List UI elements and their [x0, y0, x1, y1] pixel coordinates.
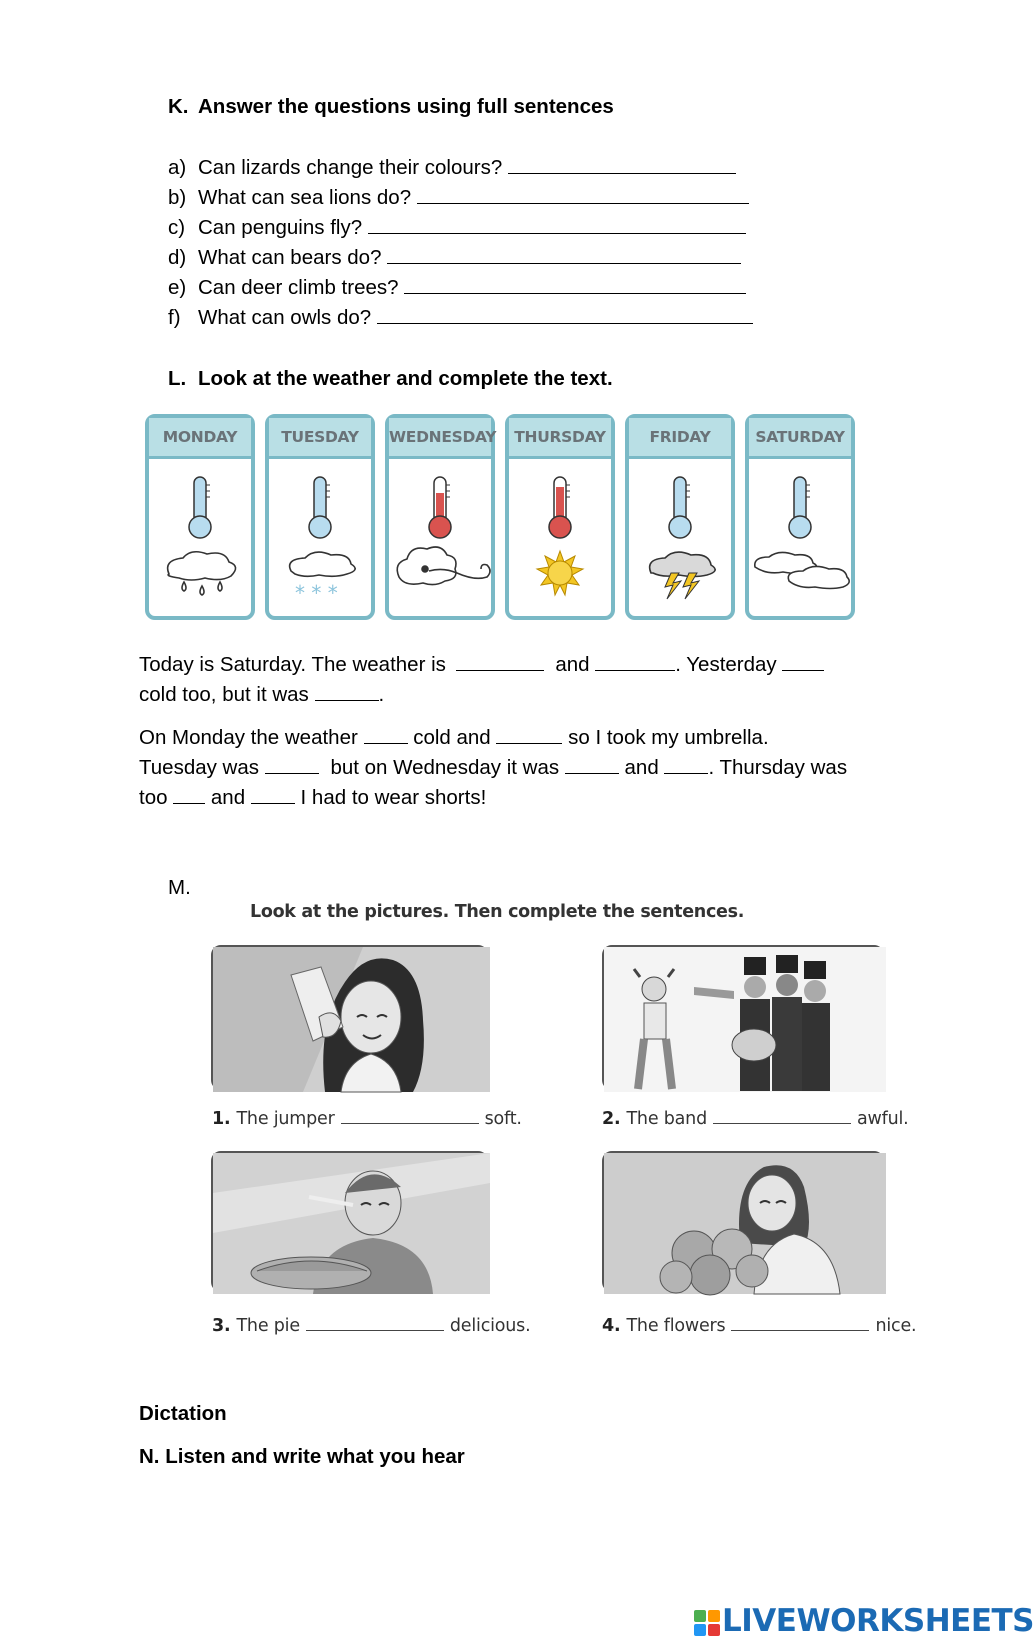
section-m-label: M. — [168, 876, 191, 899]
answer-blank[interactable] — [417, 185, 749, 204]
question-text: What can bears do? — [198, 243, 741, 273]
picture-pie — [211, 1151, 488, 1292]
day-label: WEDNESDAY — [389, 418, 491, 459]
question-text: Can deer climb trees? — [198, 273, 746, 303]
thermometer-hot-icon — [549, 477, 571, 538]
section-m-instruction: Look at the pictures. Then complete the sentences. — [250, 902, 745, 922]
weather-illustration — [389, 459, 491, 619]
weather-text-line-2: cold too, but it was . — [139, 683, 385, 706]
thermometer-hot-icon — [429, 477, 451, 538]
storm-cloud-icon — [650, 552, 716, 599]
question-text: What can owls do? — [198, 303, 753, 333]
question-letter: e) — [168, 276, 187, 299]
thermometer-cold-icon — [189, 477, 211, 538]
day-label: SATURDAY — [749, 418, 851, 459]
weather-illustration — [749, 459, 851, 619]
sentence-3: 3. The pie delicious. — [212, 1316, 531, 1336]
fill-blank[interactable] — [341, 1109, 479, 1124]
question-text: Can penguins fly? — [198, 213, 746, 243]
day-label: THURSDAY — [509, 418, 611, 459]
weather-illustration — [149, 459, 251, 619]
picture-band — [602, 945, 884, 1090]
answer-blank[interactable] — [508, 155, 736, 174]
liveworksheets-brand-text: LIVEWORKSHEETS — [722, 1603, 1034, 1639]
sentence-number: 4. — [602, 1316, 621, 1336]
fill-blank[interactable] — [315, 682, 379, 701]
question-letter: f) — [168, 306, 181, 329]
fill-blank[interactable] — [713, 1109, 851, 1124]
thermometer-cold-icon — [309, 477, 331, 538]
sentence-1: 1. The jumper soft. — [212, 1109, 522, 1129]
answer-blank[interactable] — [387, 245, 741, 264]
question-letter: d) — [168, 246, 187, 269]
fill-blank[interactable] — [364, 725, 408, 744]
sun-icon — [537, 551, 583, 595]
answer-blank[interactable] — [368, 215, 746, 234]
answer-blank[interactable] — [404, 275, 746, 294]
question-text: What can sea lions do? — [198, 183, 749, 213]
picture-jumper — [211, 945, 488, 1090]
marching-band-illustration — [604, 947, 886, 1092]
rain-cloud-icon — [168, 552, 236, 595]
day-label: MONDAY — [149, 418, 251, 459]
fill-blank[interactable] — [595, 652, 675, 671]
question-letter: a) — [168, 156, 187, 179]
weather-text-line-1: Today is Saturday. The weather is and . Yesterday — [139, 650, 824, 681]
picture-flowers — [602, 1151, 884, 1292]
man-eating-pie-illustration — [213, 1153, 490, 1294]
snow-cloud-icon — [290, 552, 356, 605]
liveworksheets-logo — [694, 1610, 720, 1641]
weather-text-line-3: On Monday the weather cold and so I took my umbrella. — [139, 726, 769, 749]
question-letter: c) — [168, 216, 186, 239]
weather-illustration — [509, 459, 611, 619]
fill-blank[interactable] — [251, 785, 295, 804]
sentence-number: 1. — [212, 1109, 231, 1129]
section-k-letter: K. — [168, 95, 189, 118]
sentence-4: 4. The flowers nice. — [602, 1316, 917, 1336]
logo-grid-icon — [694, 1610, 720, 1636]
fill-blank[interactable] — [565, 755, 619, 774]
weather-card-thursday — [505, 414, 615, 620]
fill-blank[interactable] — [731, 1316, 869, 1331]
sentence-number: 3. — [212, 1316, 231, 1336]
question-text: Can lizards change their colours? — [198, 153, 736, 183]
weather-card-wednesday — [385, 414, 495, 620]
day-label: TUESDAY — [269, 418, 371, 459]
weather-card-tuesday — [265, 414, 375, 620]
section-l-heading: Look at the weather and complete the text. — [198, 367, 613, 390]
fill-blank[interactable] — [456, 652, 544, 671]
weather-card-saturday — [745, 414, 855, 620]
fill-blank[interactable] — [496, 725, 562, 744]
girl-with-jumper-illustration — [213, 947, 490, 1092]
weather-card-monday — [145, 414, 255, 620]
woman-with-flowers-illustration — [604, 1153, 886, 1294]
sentence-2: 2. The band awful. — [602, 1109, 909, 1129]
weather-illustration — [269, 459, 371, 619]
section-l-letter: L. — [168, 367, 187, 390]
svg-text:* * *: * * * — [295, 581, 338, 605]
question-letter: b) — [168, 186, 187, 209]
sentence-number: 2. — [602, 1109, 621, 1129]
fill-blank[interactable] — [173, 785, 205, 804]
weather-text-line-5: too and I had to wear shorts! — [139, 786, 487, 809]
section-k-heading: Answer the questions using full sentences — [198, 95, 614, 118]
fill-blank[interactable] — [664, 755, 708, 774]
fill-blank[interactable] — [265, 755, 319, 774]
dictation-title: Dictation — [139, 1402, 227, 1425]
fill-blank[interactable] — [782, 652, 824, 671]
dictation-instruction: N. Listen and write what you hear — [139, 1445, 465, 1468]
weather-card-friday — [625, 414, 735, 620]
answer-blank[interactable] — [377, 305, 753, 324]
thermometer-cold-icon — [669, 477, 691, 538]
weather-illustration — [629, 459, 731, 619]
day-label: FRIDAY — [629, 418, 731, 459]
cloud-icon — [755, 552, 849, 588]
thermometer-cold-icon — [789, 477, 811, 538]
fill-blank[interactable] — [306, 1316, 444, 1331]
wind-cloud-icon — [397, 547, 490, 585]
weather-text-line-4: Tuesday was but on Wednesday it was and . Thursday was — [139, 756, 848, 779]
